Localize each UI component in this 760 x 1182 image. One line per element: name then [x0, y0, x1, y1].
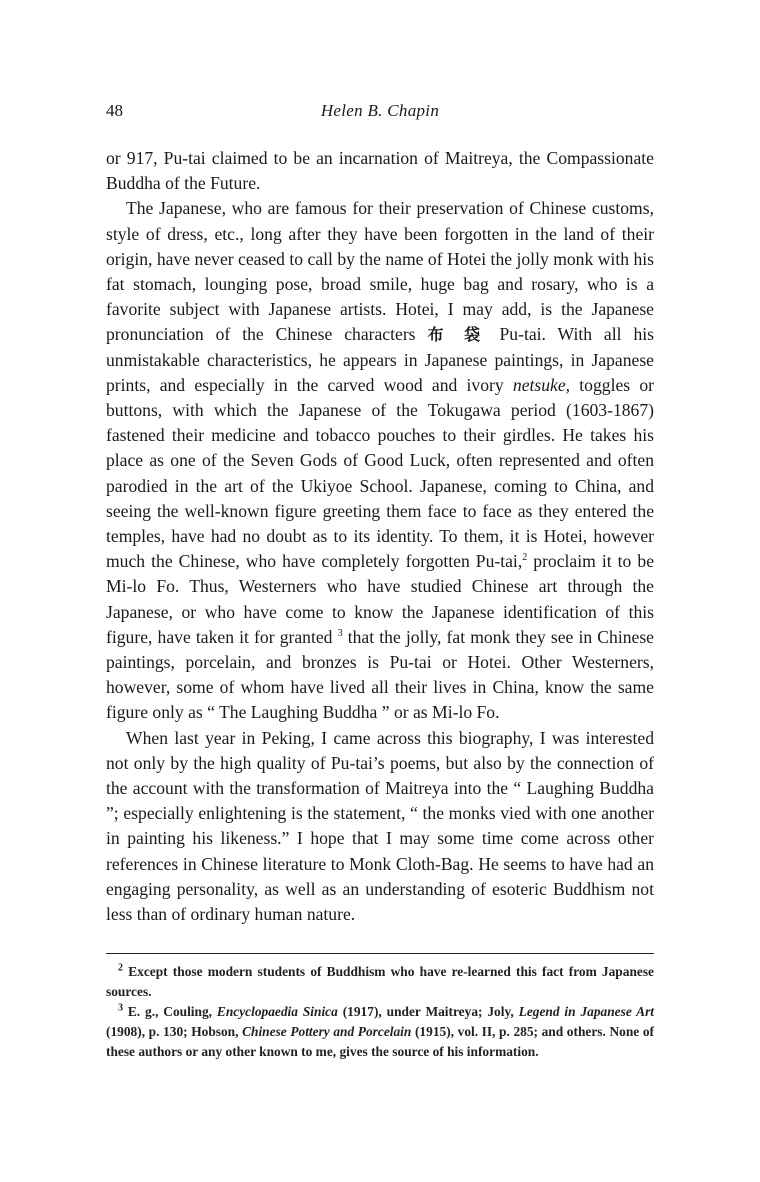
- footnote-3-text-c: (1908), p. 130; Hobson,: [106, 1024, 239, 1039]
- running-head: Helen B. Chapin: [320, 101, 440, 120]
- paragraph-3: [106, 726, 654, 928]
- footnote-ref-2[interactable]: 2: [522, 552, 528, 564]
- paragraph-3-text: When last year in Peking, I came across this biography, I was interested not only by the high quality of Pu-tai’s poems, but also by the connection of the account with the transformation of Maitreya into the “ Laughing Buddha ”; especially enlightening is the statement, “ the monks vied with one another in painting his likeness.” I hope that I may some time come across other references in Chinese literature to Monk Cloth-Bag. He seems to have had an engaging personality, as well as an understanding of esoteric Buddhism not less than of ordinary human nature.: [106, 727, 654, 925]
- paragraph-1: [106, 146, 654, 196]
- paragraph-2-text-a: The Japanese, who are famous for their preservation of Chinese customs, style of dress, etc., long after they have been forgotten in the land of their origin, have never ceased to call by the name of Hotei the jolly monk with his fat stomach, lounging pose, broad smile, huge bag and rosary, who is a favorite subject with Japanese artists. Hotei, I may add, is the Japanese pronunciation of the Chinese characters: [106, 198, 654, 345]
- page-number: 48: [106, 101, 123, 120]
- footnote-3-title-3: Chinese Pottery and Porcelain: [242, 1024, 412, 1039]
- footnotes: [106, 962, 654, 1062]
- footnote-3-text-a: E. g., Couling,: [127, 1004, 213, 1019]
- page-header: [106, 101, 654, 127]
- footnote-3-text-b: (1917), under Maitreya; Joly,: [342, 1004, 514, 1019]
- footnote-3-title-1: Encyclopaedia Sinica: [216, 1004, 338, 1019]
- footnote-3-marker: 3: [118, 1002, 123, 1014]
- chinese-characters: 布 袋: [427, 325, 488, 345]
- footnote-ref-3[interactable]: 3: [337, 628, 343, 639]
- body-text: [106, 146, 654, 927]
- footnote-2-text: Except those modern students of Buddhism who have re-learned this fact from Japanese sources.: [106, 964, 654, 999]
- netsuke-term: netsuke,: [512, 374, 571, 395]
- footnote-divider: [106, 953, 654, 954]
- paragraph-2-text-d: proclaim it to be Mi-lo Fo. Thus, Westerners who have studied Chinese art through the Japanese, or who have come to know the Japanese identification of this figure, have taken it for granted: [106, 551, 655, 647]
- paragraph-1-text: or 917, Pu-tai claimed to be an incarnation of Maitreya, the Compassionate Buddha of the Future.: [106, 148, 654, 194]
- footnote-3: [106, 1002, 654, 1062]
- paragraph-2: [106, 196, 654, 725]
- paragraph-2-text-e: that the jolly, fat monk they see in Chinese paintings, porcelain, and bronzes is Pu-tai or Hotei. Other Westerners, however, some of whom have lived all their lives in China, know the same figure only as “ The Laughing Buddha ” or as Mi-lo Fo.: [106, 626, 654, 723]
- footnote-2: [106, 962, 654, 1002]
- footnote-2-marker: 2: [118, 962, 123, 974]
- paragraph-2-text-b: Pu-tai. With all his unmistakable characteristics, he appears in Japanese paintings, in Japanese prints, and especially in the carved wood and ivory: [106, 324, 654, 395]
- footnote-3-title-2: Legend in Japanese Art: [518, 1004, 655, 1019]
- paragraph-2-text-c: toggles or buttons, with which the Japanese of the Tokugawa period (1603-1867) fastened their medicine and tobacco pouches to their girdles. He takes his place as one of the Seven Gods of Good Luck, often represented and often parodied in the art of the Ukiyoe School. Japanese, coming to China, and seeing the well-known figure greeting them face to face as they entered the temples, have had no doubt as to its identity. To them, it is Hotei, however much the Chinese, who have completely forgotten Pu-tai,: [106, 374, 654, 572]
- footnote-3-text-d: (1915), vol. II, p. 285; and others. None of these authors or any other known to me, gives the source of his information.: [106, 1024, 654, 1059]
